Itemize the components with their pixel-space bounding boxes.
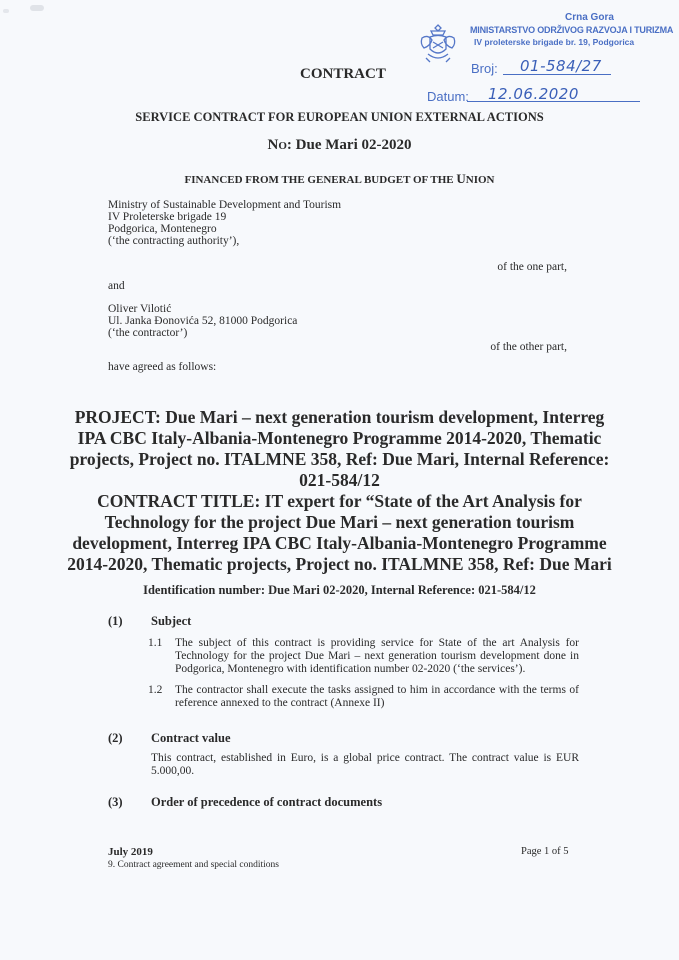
contract-number	[0, 137, 679, 154]
stamp-date-label: Datum:	[427, 89, 469, 104]
footer-date: July 2019	[108, 846, 153, 858]
authority-line: (‘the contracting authority’),	[108, 235, 240, 247]
contract-title-line: CONTRACT TITLE: IT expert for “State of the Art Analysis for	[97, 491, 582, 511]
project-line: PROJECT: Due Mari – next generation tourism development, Interreg	[74, 407, 605, 427]
contractor-block	[108, 303, 297, 339]
clause-number: 1.1	[148, 637, 163, 649]
stamp-number-value: 01-584/27	[520, 57, 602, 75]
section-title-subject: Subject	[151, 614, 192, 628]
section-title-contract-value: Contract value	[151, 731, 231, 745]
contract-title-line: Technology for the project Due Mari – next generation tourism	[104, 512, 575, 532]
scan-smudge	[3, 9, 9, 13]
other-part-label: of the other part,	[490, 341, 567, 353]
project-line: IPA CBC Italy-Albania-Montenegro Programme 2014-2020, Thematic	[77, 428, 602, 448]
section-title-order-of-precedence: Order of precedence of contract documents	[151, 795, 383, 809]
contract-title-line: development, Interreg IPA CBC Italy-Albania-Montenegro Programme	[72, 533, 607, 553]
no-prefix: N	[267, 137, 279, 153]
contract-value-text: This contract, established in Euro, is a global price contract. The contract value is EUR 5.000,00.	[151, 752, 579, 777]
project-heading	[0, 407, 679, 491]
clause-text: The subject of this contract is providing service for State of the art Analysis for Technology for the project Due Mari – next generation tourism development done in Podgorica, Montenegro with identification number 02-2020 (‘the services’).	[175, 637, 579, 675]
contractor-line: Ul. Janka Đonovića 52, 81000 Podgorica	[108, 315, 298, 327]
contract-title-line: 2014-2020, Thematic projects, Project no. ITALMNE 358, Ref: Due Mari	[67, 554, 612, 574]
footer-subtitle: 9. Contract agreement and special conditions	[108, 860, 279, 870]
authority-line: Podgorica, Montenegro	[108, 223, 217, 235]
project-line: 021-584/12	[299, 470, 380, 490]
financed-heading	[0, 171, 679, 187]
no-value: : Due Mari 02-2020	[286, 137, 412, 153]
stamp-number-label: Broj:	[471, 61, 498, 76]
clause-number: 1.2	[148, 684, 163, 696]
stamp-address: IV proleterske brigade br. 19, Podgorica	[474, 37, 635, 47]
financed-text-end: NION	[465, 174, 495, 186]
authority-line: IV Proleterske brigade 19	[108, 211, 227, 223]
identification-number: Identification number: Due Mari 02-2020, Internal Reference: 021-584/12	[143, 583, 536, 597]
and-label: and	[108, 280, 125, 292]
contract-title-heading	[0, 491, 679, 575]
agreed-label: have agreed as follows:	[108, 361, 217, 373]
stamp-ministry: MINISTARSTVO ODRŽIVOG RAZVOJA I TURIZMA	[470, 25, 674, 35]
one-part-label: of the one part,	[497, 261, 567, 273]
section-number: (2)	[108, 731, 123, 745]
section-number: (1)	[108, 614, 123, 628]
scan-smudge	[30, 5, 44, 11]
coat-of-arms-icon	[416, 22, 460, 66]
page-number: Page 1 of 5	[521, 846, 569, 857]
financed-text: FINANCED FROM THE GENERAL BUDGET OF THE	[184, 174, 457, 186]
clause-text: The contractor shall execute the tasks assigned to him in accordance with the terms of reference annexed to the contract (Annexe II)	[175, 684, 579, 709]
document-title: CONTRACT	[300, 66, 386, 82]
project-line: projects, Project no. ITALMNE 358, Ref: Due Mari, Internal Reference:	[69, 449, 610, 469]
financed-initial: U	[456, 171, 466, 186]
stamp-country: Crna Gora	[565, 12, 614, 23]
section-number: (3)	[108, 795, 123, 809]
contractor-line: (‘the contractor’)	[108, 327, 188, 339]
no-prefix-small: O	[278, 140, 287, 152]
service-heading: SERVICE CONTRACT FOR EUROPEAN UNION EXTERNAL ACTIONS	[135, 110, 544, 124]
contractor-line: Oliver Vilotić	[108, 303, 172, 315]
contracting-authority-block	[108, 199, 341, 247]
authority-line: Ministry of Sustainable Development and Tourism	[108, 199, 342, 211]
stamp-date-value: 12.06.2020	[488, 85, 579, 103]
